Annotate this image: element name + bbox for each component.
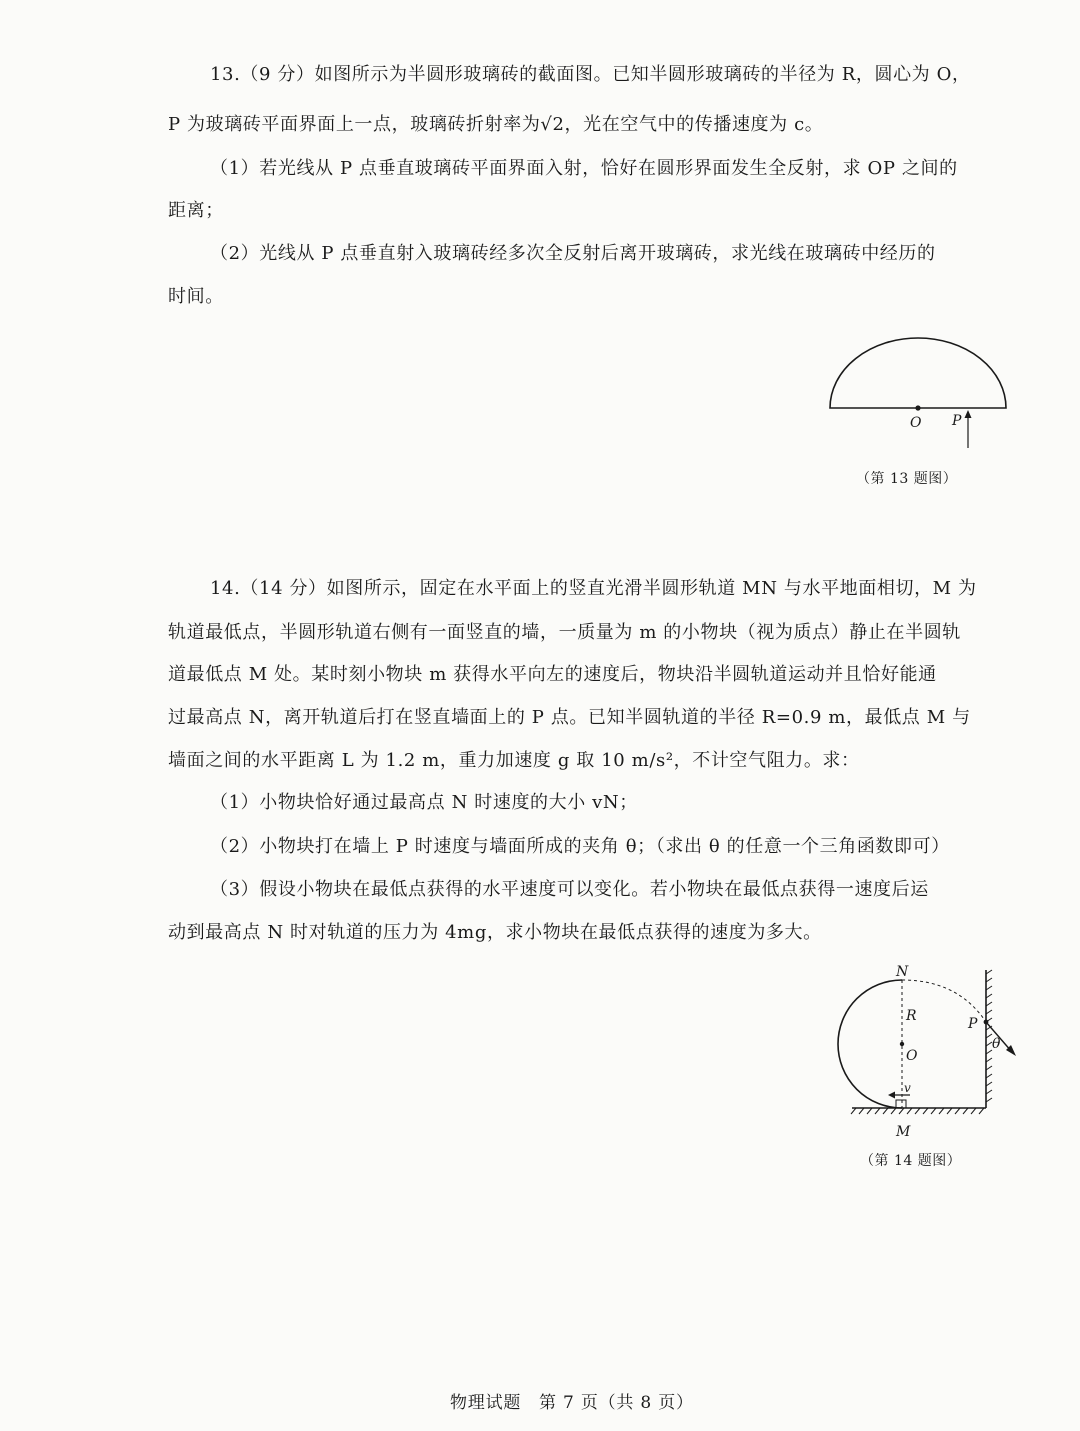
label-m: M xyxy=(896,1124,911,1140)
q14-line-4: 过最高点 N，离开轨道后打在竖直墙面上的 P 点。已知半圆轨道的半径 R=0.9 m，最低点 M 与 xyxy=(168,707,971,728)
q13-line-1: 13.（9 分）如图所示为半圆形玻璃砖的截面图。已知半圆形玻璃砖的半径为 R，圆心为 O， xyxy=(210,64,971,85)
center-point-o xyxy=(900,1042,904,1046)
q13-line-5: （2）光线从 P 点垂直射入玻璃砖经多次全反射后离开玻璃砖，求光线在玻璃砖中经历的 xyxy=(210,243,936,264)
q14-line-5: 墙面之间的水平距离 L 为 1.2 m，重力加速度 g 取 10 m/s²，不计空气阻力。求： xyxy=(168,750,860,771)
q14-line-3: 道最低点 M 处。某时刻小物块 m 获得水平向左的速度后，物块沿半圆轨道运动并且恰好能通 xyxy=(168,664,937,685)
incident-ray-arrow-icon xyxy=(965,410,972,418)
q13-caption: （第 13 题图） xyxy=(856,471,958,487)
q14-line-6: （1）小物块恰好通过最高点 N 时速度的大小 vN； xyxy=(210,792,638,813)
q14-figure xyxy=(830,960,1030,1150)
label-o: O xyxy=(910,415,922,431)
q14-line-2: 轨道最低点，半圆形轨道右侧有一面竖直的墙，一质量为 m 的小物块（视为质点）静止在半圆轨 xyxy=(168,622,961,643)
semicircle-track xyxy=(838,980,902,1108)
q14-caption: （第 14 题图） xyxy=(860,1153,962,1169)
q14-line-8: （3）假设小物块在最低点获得的水平速度可以变化。若小物块在最低点获得一速度后运 xyxy=(210,879,929,900)
label-r: R xyxy=(906,1008,917,1024)
q14-line-9: 动到最高点 N 时对轨道的压力为 4mg，求小物块在最低点获得的速度为多大。 xyxy=(168,922,822,943)
point-p xyxy=(984,1020,989,1025)
page-footer: 物理试题 第 7 页（共 8 页） xyxy=(450,1393,694,1413)
label-o: O xyxy=(906,1048,918,1064)
label-p: P xyxy=(968,1016,978,1032)
q14-line-7: （2）小物块打在墙上 P 时速度与墙面所成的夹角 θ；（求出 θ 的任意一个三角函数即可） xyxy=(210,836,950,857)
q13-line-2: P 为玻璃砖平面界面上一点，玻璃砖折射率为√2，光在空气中的传播速度为 c。 xyxy=(168,114,824,135)
q13-line-6: 时间。 xyxy=(168,286,224,307)
label-theta: θ xyxy=(992,1036,1001,1052)
center-point-o xyxy=(915,405,920,410)
label-p: P xyxy=(952,413,962,429)
q14-line-1: 14.（14 分）如图所示，固定在水平面上的竖直光滑半圆形轨道 MN 与水平地面相切，M 为 xyxy=(210,578,977,599)
block-m xyxy=(896,1100,906,1108)
label-n: N xyxy=(896,964,909,980)
label-v: v xyxy=(904,1081,911,1095)
initial-velocity-arrow-icon xyxy=(888,1092,895,1099)
semicircle-glass-brick xyxy=(830,338,1006,408)
q13-figure xyxy=(820,330,1020,450)
q13-line-3: （1）若光线从 P 点垂直玻璃砖平面界面入射，恰好在圆形界面发生全反射，求 OP 之间的 xyxy=(210,158,958,179)
q13-line-4: 距离； xyxy=(168,200,224,221)
ground-hatch xyxy=(851,1108,984,1114)
